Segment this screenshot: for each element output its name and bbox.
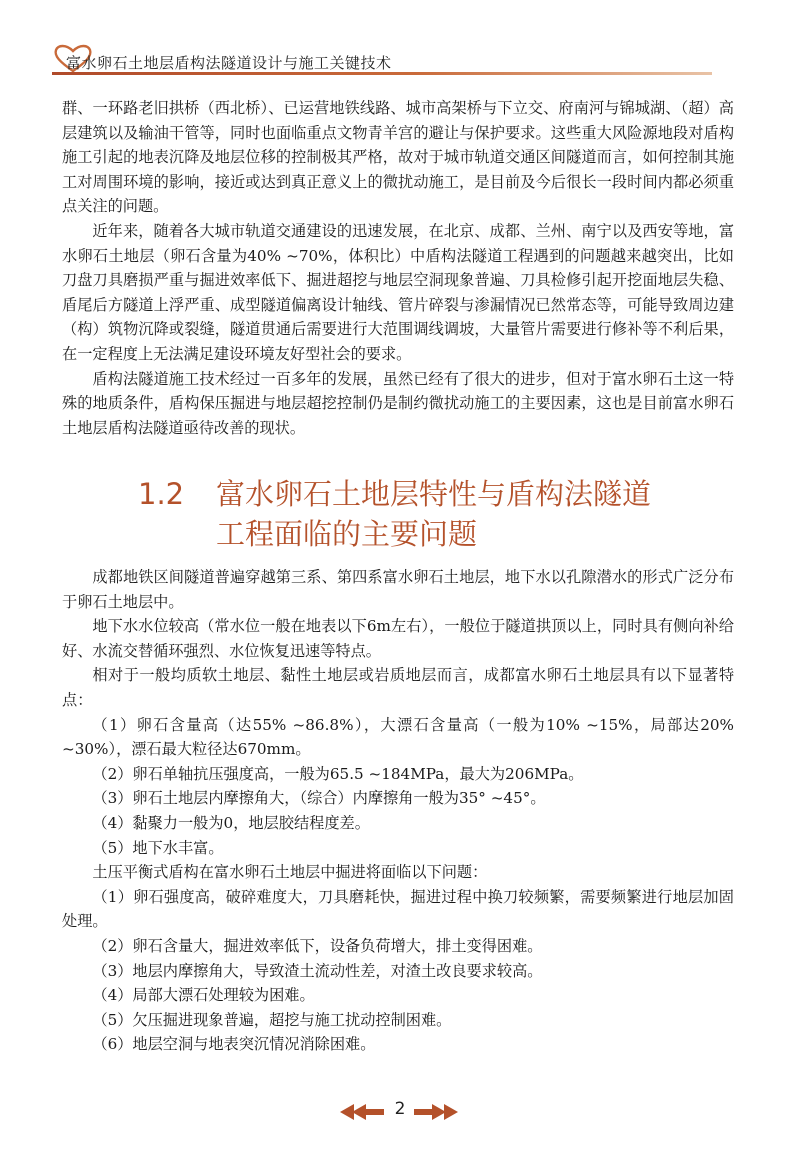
page-number: 2 bbox=[394, 1099, 406, 1119]
list-item: （5）欠压掘进现象普遍，超挖与施工扰动控制困难。 bbox=[92, 1010, 452, 1029]
section-heading bbox=[138, 474, 698, 554]
running-header bbox=[52, 48, 752, 74]
paragraph: 盾构法隧道施工技术经过一百多年的发展，虽然已经有了很大的进步，但对于富水卵石土这一特殊的地质条件，盾构保压掘进与地层超挖控制仍是制约微扰动施工的主要因素，这也是目前富水卵石土地层盾构法隧道亟待改善的现状。 bbox=[62, 369, 734, 437]
list-item: （6）地层空洞与地表突沉情况消除困难。 bbox=[92, 1035, 376, 1054]
list-item: （4）黏聚力一般为0，地层胶结程度差。 bbox=[92, 813, 370, 832]
paragraph: 相对于一般均质软土地层、黏性土地层或岩质地层而言，成都富水卵石土地层具有以下显著特点： bbox=[62, 666, 734, 709]
list-item: （5）地下水丰富。 bbox=[92, 838, 224, 857]
paragraph: 近年来，随着各大城市轨道交通建设的迅速发展，在北京、成都、兰州、南宁以及西安等地，富水卵石土地层（卵石含量为40% ~70%，体积比）中盾构法隧道工程遇到的问题越来越突出，比如刀盘刀具磨损严重与掘进效率低下、掘进超挖与地层空洞现象普遍、刀具检修引起开挖面地层失稳、盾尾后方隧道上浮严重、成型隧道偏离设计轴线、管片碎裂与渗漏情况已然常态等，可能导致周边建（构）筑物沉降或裂缝，隧道贯通后需要进行大范围调线调坡，大量管片需要进行修补等不利后果，在一定程度上无法满足建设环境友好型社会的要求。 bbox=[62, 221, 734, 363]
section-title-line1: 富水卵石土地层特性与盾构法隧道 bbox=[216, 477, 652, 511]
section-number: 1.2 bbox=[138, 477, 185, 511]
paragraph: 群、一环路老旧拱桥（西北桥）、已运营地铁线路、城市高架桥与下立交、府南河与锦城湖、（超）高层建筑以及输油干管等，同时也面临重点文物青羊宫的避让与保护要求。这些重大风险源地段对盾构施工引起的地表沉降及地层位移的控制极其严格，故对于城市轨道交通区间隧道而言，如何控制其施工对周围环境的影响，接近或达到真正意义上的微扰动施工，是目前及今后很长一段时间内都必须重点关注的问题。 bbox=[62, 99, 734, 216]
section-title-line2: 工程面临的主要问题 bbox=[216, 517, 478, 551]
paragraph: 土压平衡式盾构在富水卵石土地层中掘进将面临以下问题： bbox=[92, 863, 488, 882]
body-text-top bbox=[62, 96, 734, 440]
page-footer bbox=[340, 1097, 460, 1127]
list-item: （1）卵石强度高，破碎难度大，刀具磨耗快，掘进过程中换刀较频繁，需要频繁进行地层加固处理。 bbox=[62, 887, 734, 931]
list-item: （4）局部大漂石处理较为困难。 bbox=[92, 986, 315, 1005]
header-title: 富水卵石土地层盾构法隧道设计与施工关键技术 bbox=[66, 54, 392, 72]
list-item: （3）卵石土地层内摩擦角大，（综合）内摩擦角一般为35° ~45°。 bbox=[92, 789, 546, 808]
list-item: （3）地层内摩擦角大，导致渣土流动性差，对渣土改良要求较高。 bbox=[92, 961, 543, 980]
list-item: （2）卵石含量大，掘进效率低下，设备负荷增大，排土变得困难。 bbox=[92, 936, 543, 955]
body-text-bottom bbox=[62, 565, 734, 1057]
list-item: （1）卵石含量高（达55% ~86.8%），大漂石含量高（一般为10% ~15%，局部达20% ~30%），漂石最大粒径达670mm。 bbox=[62, 715, 734, 759]
paragraph: 成都地铁区间隧道普遍穿越第三系、第四系富水卵石土地层，地下水以孔隙潜水的形式广泛分布于卵石土地层中。 bbox=[62, 568, 734, 611]
list-item: （2）卵石单轴抗压强度高，一般为65.5 ~184MPa，最大为206MPa。 bbox=[92, 764, 584, 783]
section-heading-line1 bbox=[138, 474, 698, 514]
paragraph: 地下水水位较高（常水位一般在地表以下6m左右），一般位于隧道拱顶以上，同时具有侧向补给好、水流交替循环强烈、水位恢复迅速等特点。 bbox=[62, 617, 734, 660]
double-right-arrow-icon bbox=[414, 1103, 458, 1121]
double-left-arrow-icon bbox=[340, 1103, 384, 1121]
header-rule bbox=[52, 72, 712, 75]
